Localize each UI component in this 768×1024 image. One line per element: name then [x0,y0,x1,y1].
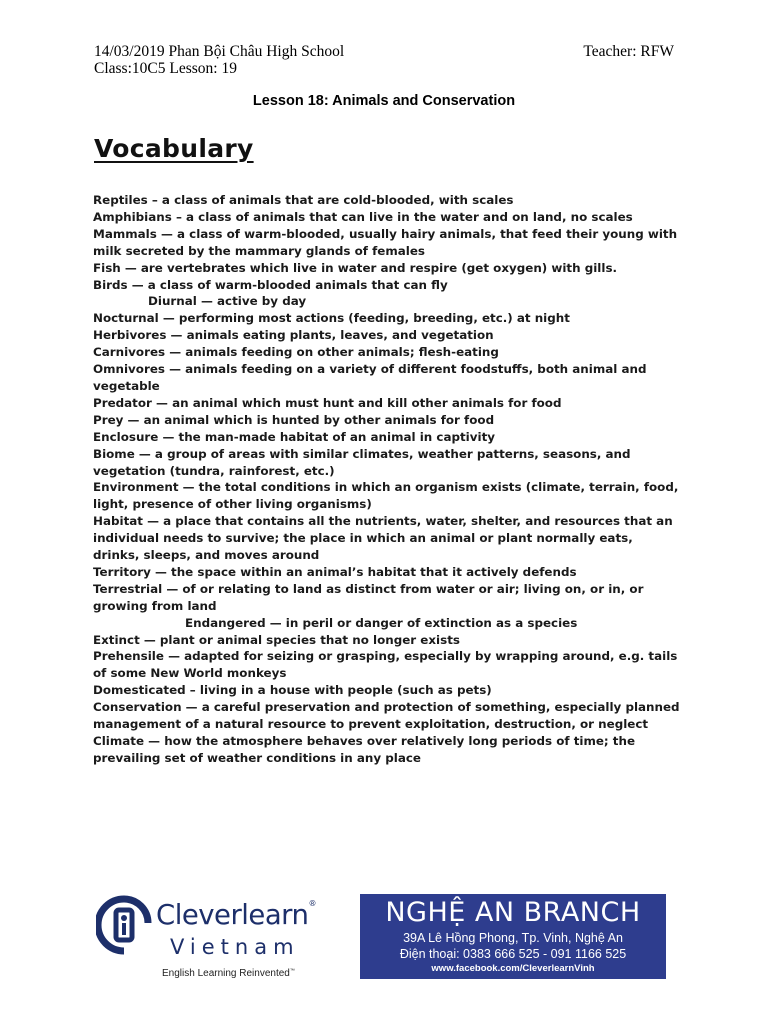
vocabulary-entry: Prehensile — adapted for seizing or grasping, especially by wrapping around, e.g. tails of some New World monkeys [93,649,678,681]
vocabulary-entry: Enclosure — the man-made habitat of an animal in captivity [93,429,496,444]
vocabulary-entry: Domesticated – living in a house with people (such as pets) [93,683,492,698]
vocabulary-entry: Reptiles – a class of animals that are cold-blooded, with scales [93,193,514,207]
vocabulary-entry: Conservation — a careful preservation and protection of something, especially planned management of a natural resource to prevent exploitation, destruction, or neglect Climate — how the atmosphere behaves over relatively long periods of time; the prevailing set of weather conditions in any place [93,700,680,765]
vocabulary-heading: Vocabulary [94,134,254,163]
logo-trademark: ™ [289,968,295,974]
vocabulary-entry: Fish — are vertebrates which live in water and respire (get oxygen) with gills. [93,260,618,275]
lesson-title: Lesson 18: Animals and Conservation [252,93,516,109]
vocabulary-entry: Territory — the space within an animal’s habitat that it actively defends [93,564,577,579]
cleverlearn-logo-mark-icon [96,895,152,955]
vocabulary-entry: Mammals — a class of warm-blooded, usually hairy animals, that feed their young with milk secreted by the mammary glands of females [93,226,678,258]
vocabulary-entry: Herbivores — animals eating plants, leaves, and vegetation [93,328,494,343]
vocabulary-entry: Biome — a group of areas with similar climates, weather patterns, seasons, and vegetation (tundra, rainforest, etc.) [93,446,631,478]
vocabulary-entry: Birds — a class of warm-blooded animals that can fly [93,277,448,292]
teacher: Teacher: RFW [583,43,674,60]
branch-banner [360,894,666,979]
branch-phone: Điện thoại: 0383 666 525 - 091 1166 525 [399,947,627,961]
vocabulary-entry: Predator — an animal which must hunt and kill other animals for food [93,395,562,410]
branch-facebook-link[interactable]: www.facebook.com/CleverlearnVinh [431,963,595,974]
logo-registered-mark: ® [308,899,316,908]
logo-name: Cleverlearn [156,899,309,931]
vocabulary-entry: Environment — the total conditions in which an organism exists (climate, terrain, food, light, presence of other living organisms) [93,480,679,512]
vocabulary-list [93,192,683,767]
vocabulary-entry: Extinct — plant or animal species that no longer exists [93,632,460,647]
vocabulary-entry: Prey — an animal which is hunted by other animals for food [93,412,495,427]
logo-tagline: English Learning Reinvented [162,968,290,979]
vocabulary-entry: Terrestrial — of or relating to land as distinct from water or air; living on, or in, or growing from land [93,581,644,613]
branch-title: NGHỆ AN BRANCH [385,897,641,928]
vocabulary-entry: Nocturnal — performing most actions (feeding, breeding, etc.) at night [93,311,570,326]
vocabulary-entry: Carnivores — animals feeding on other animals; flesh-eating [93,345,499,360]
vocabulary-entry: Habitat — a place that contains all the nutrients, water, shelter, and resources that an individual needs to survive; the place in which an animal or plant normally eats, drinks, sleeps, and moves around [93,514,673,563]
class-lesson: Class:10C5 Lesson: 19 [94,60,237,77]
logo-country: Vietnam [170,935,300,959]
cleverlearn-logo [96,893,326,983]
branch-address: 39A Lê Hồng Phong, Tp. Vinh, Nghệ An [403,931,623,945]
document-header [94,43,674,77]
vocabulary-entry: Diurnal — active by day [148,294,307,309]
vocabulary-entry: Omnivores — animals feeding on a variety of different foodstuffs, both animal and vegetable [93,362,647,393]
date-school: 14/03/2019 Phan Bội Châu High School [94,43,345,60]
vocabulary-entry: Endangered — in peril or danger of extinction as a species [185,615,578,630]
vocabulary-entry: Amphibians – a class of animals that can live in the water and on land, no scales [93,209,633,224]
